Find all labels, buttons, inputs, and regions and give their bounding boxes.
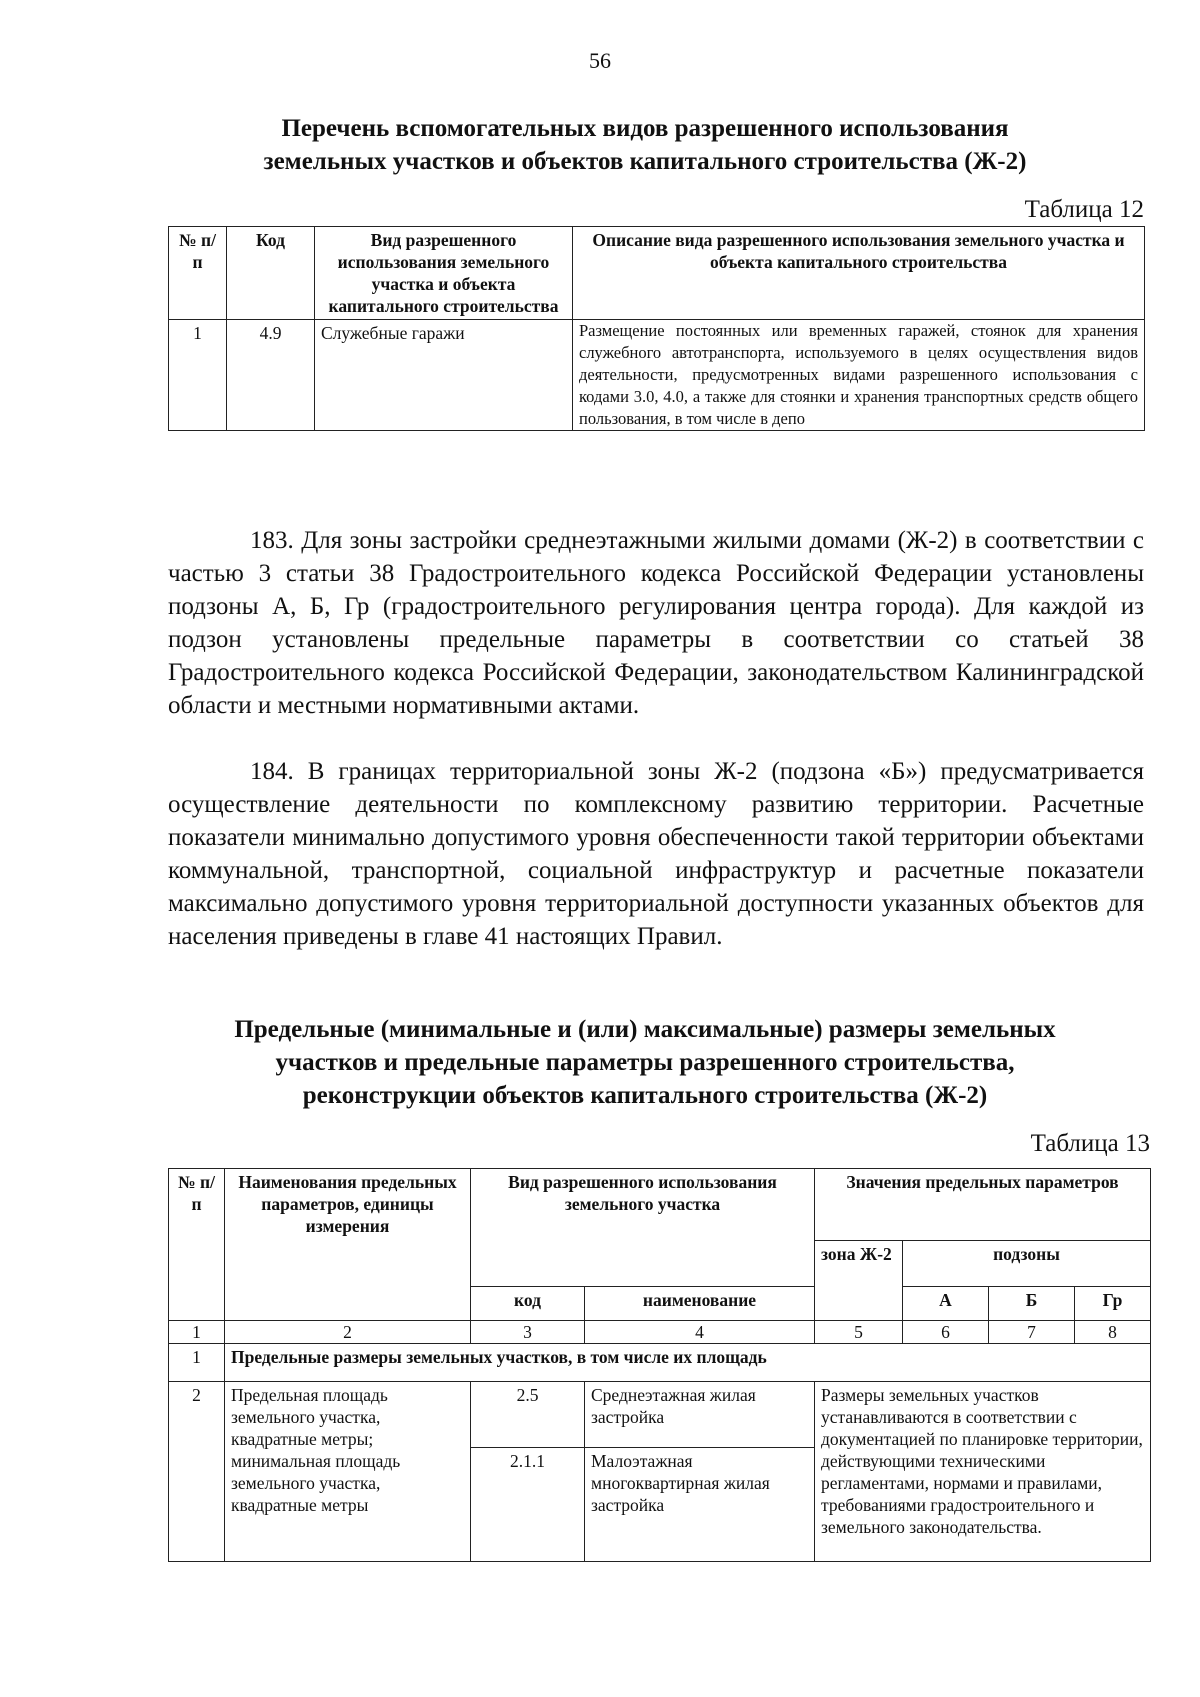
- header-code: код: [471, 1287, 585, 1321]
- header-subzone-a: А: [903, 1287, 989, 1321]
- section-num: 1: [169, 1344, 225, 1382]
- heading-line: Перечень вспомогательных видов разрешенного использования: [281, 115, 1009, 142]
- column-number: 5: [815, 1321, 903, 1344]
- paragraph-184: 184. В границах территориальной зоны Ж-2 (подзона «Б») предусматривается осуществление деятельности по комплексному развитию территории. Расчетные показатели минимально допустимого уровня обеспеченности такой территории объектами коммунальной, транспортной, социальной инфраструктур и расчетные показатели максимально допустимого уровня территориальной доступности указанных объектов для населения приведены в главе 41 настоящих Правил.: [168, 758, 1144, 950]
- column-number: 2: [225, 1321, 471, 1344]
- page-number: 56: [589, 48, 611, 73]
- header-kind: Вид разрешенного использования земельного участка: [471, 1169, 815, 1287]
- header-subzone-gr: Гр: [1075, 1287, 1151, 1321]
- section-row: [169, 1344, 1151, 1382]
- table-header-row: [169, 227, 1145, 320]
- cell-num: 1: [169, 320, 227, 431]
- heading-line: Предельные (минимальные и (или) максимальные) размеры земельных: [234, 1016, 1056, 1043]
- header-description: Описание вида разрешенного использования земельного участка и объекта капитального строительства: [573, 227, 1145, 320]
- paragraph-183: 183. Для зоны застройки среднеэтажными жилыми домами (Ж-2) в соответствии с частью 3 статьи 38 Градостроительного кодекса Российской Федерации установлены подзоны А, Б, Гр (градостроительного регулирования центра города). Для каждой из подзон установлены предельные параметры в соответствии со статьей 38 Градостроительного кодекса Российской Федерации, законодательством Калининградской области и местными нормативными актами.: [168, 527, 1144, 719]
- header-parameter-names: Наименования предельных параметров, единицы измерения: [225, 1169, 471, 1321]
- header-code: Код: [227, 227, 315, 320]
- cell-code: 2.5: [471, 1382, 585, 1448]
- cell-code: 4.9: [227, 320, 315, 431]
- heading-parameters: [160, 1013, 1130, 1112]
- table-13: [168, 1168, 1151, 1562]
- header-kind: Вид разрешенного использования земельного участка и объекта капитального строительства: [315, 227, 573, 320]
- cell-parameter: Предельная площадь земельного участка, квадратные метры; минимальная площадь земельного участка, квадратные метры: [225, 1382, 471, 1562]
- header-num: № п/п: [169, 1169, 225, 1321]
- table-row: [169, 1382, 1151, 1448]
- header-subzones: подзоны: [903, 1241, 1151, 1287]
- column-number-row: [169, 1321, 1151, 1344]
- cell-kind: Служебные гаражи: [315, 320, 573, 431]
- header-subzone-b: Б: [989, 1287, 1075, 1321]
- cell-description: Размещение постоянных или временных гаражей, стоянок для хранения служебного автотранспорта, используемого в целях осуществления видов деятельности, предусмотренных видами разрешенного использования с кодами 3.0, 4.0, а также для стоянки и хранения транспортных средств общего пользования, в том числе в депо: [573, 320, 1145, 431]
- heading-auxiliary-uses: [160, 112, 1130, 178]
- header-values: Значения предельных параметров: [815, 1169, 1151, 1241]
- cell-code: 2.1.1: [471, 1448, 585, 1562]
- cell-num: 2: [169, 1382, 225, 1562]
- cell-use-name: Среднеэтажная жилая застройка: [585, 1382, 815, 1448]
- heading-line: реконструкции объектов капитального строительства (Ж-2): [302, 1082, 988, 1109]
- header-num: № п/п: [169, 227, 227, 320]
- column-number: 4: [585, 1321, 815, 1344]
- cell-value: Размеры земельных участков устанавливаются в соответствии с документацией по планировке территории, действующими техническими регламентами, нормами и правилами, требованиями градостроительного и земельного законодательства.: [815, 1382, 1151, 1562]
- cell-use-name: Малоэтажная многоквартирная жилая застройка: [585, 1448, 815, 1562]
- heading-line: земельных участков и объектов капитального строительства (Ж-2): [263, 148, 1027, 175]
- table-13-caption: Таблица 13: [1030, 1130, 1150, 1157]
- header-name: наименование: [585, 1287, 815, 1321]
- column-number: 3: [471, 1321, 585, 1344]
- heading-line: участков и предельные параметры разрешенного строительства,: [275, 1049, 1015, 1076]
- table-12: [168, 226, 1145, 431]
- column-number: 1: [169, 1321, 225, 1344]
- header-zone: зона Ж-2: [815, 1241, 903, 1321]
- table-header-row: [169, 1169, 1151, 1241]
- table-row: [169, 320, 1145, 431]
- column-number: 6: [903, 1321, 989, 1344]
- section-title: Предельные размеры земельных участков, в том числе их площадь: [225, 1344, 1151, 1382]
- column-number: 8: [1075, 1321, 1151, 1344]
- column-number: 7: [989, 1321, 1075, 1344]
- table-12-caption: Таблица 12: [1024, 196, 1144, 223]
